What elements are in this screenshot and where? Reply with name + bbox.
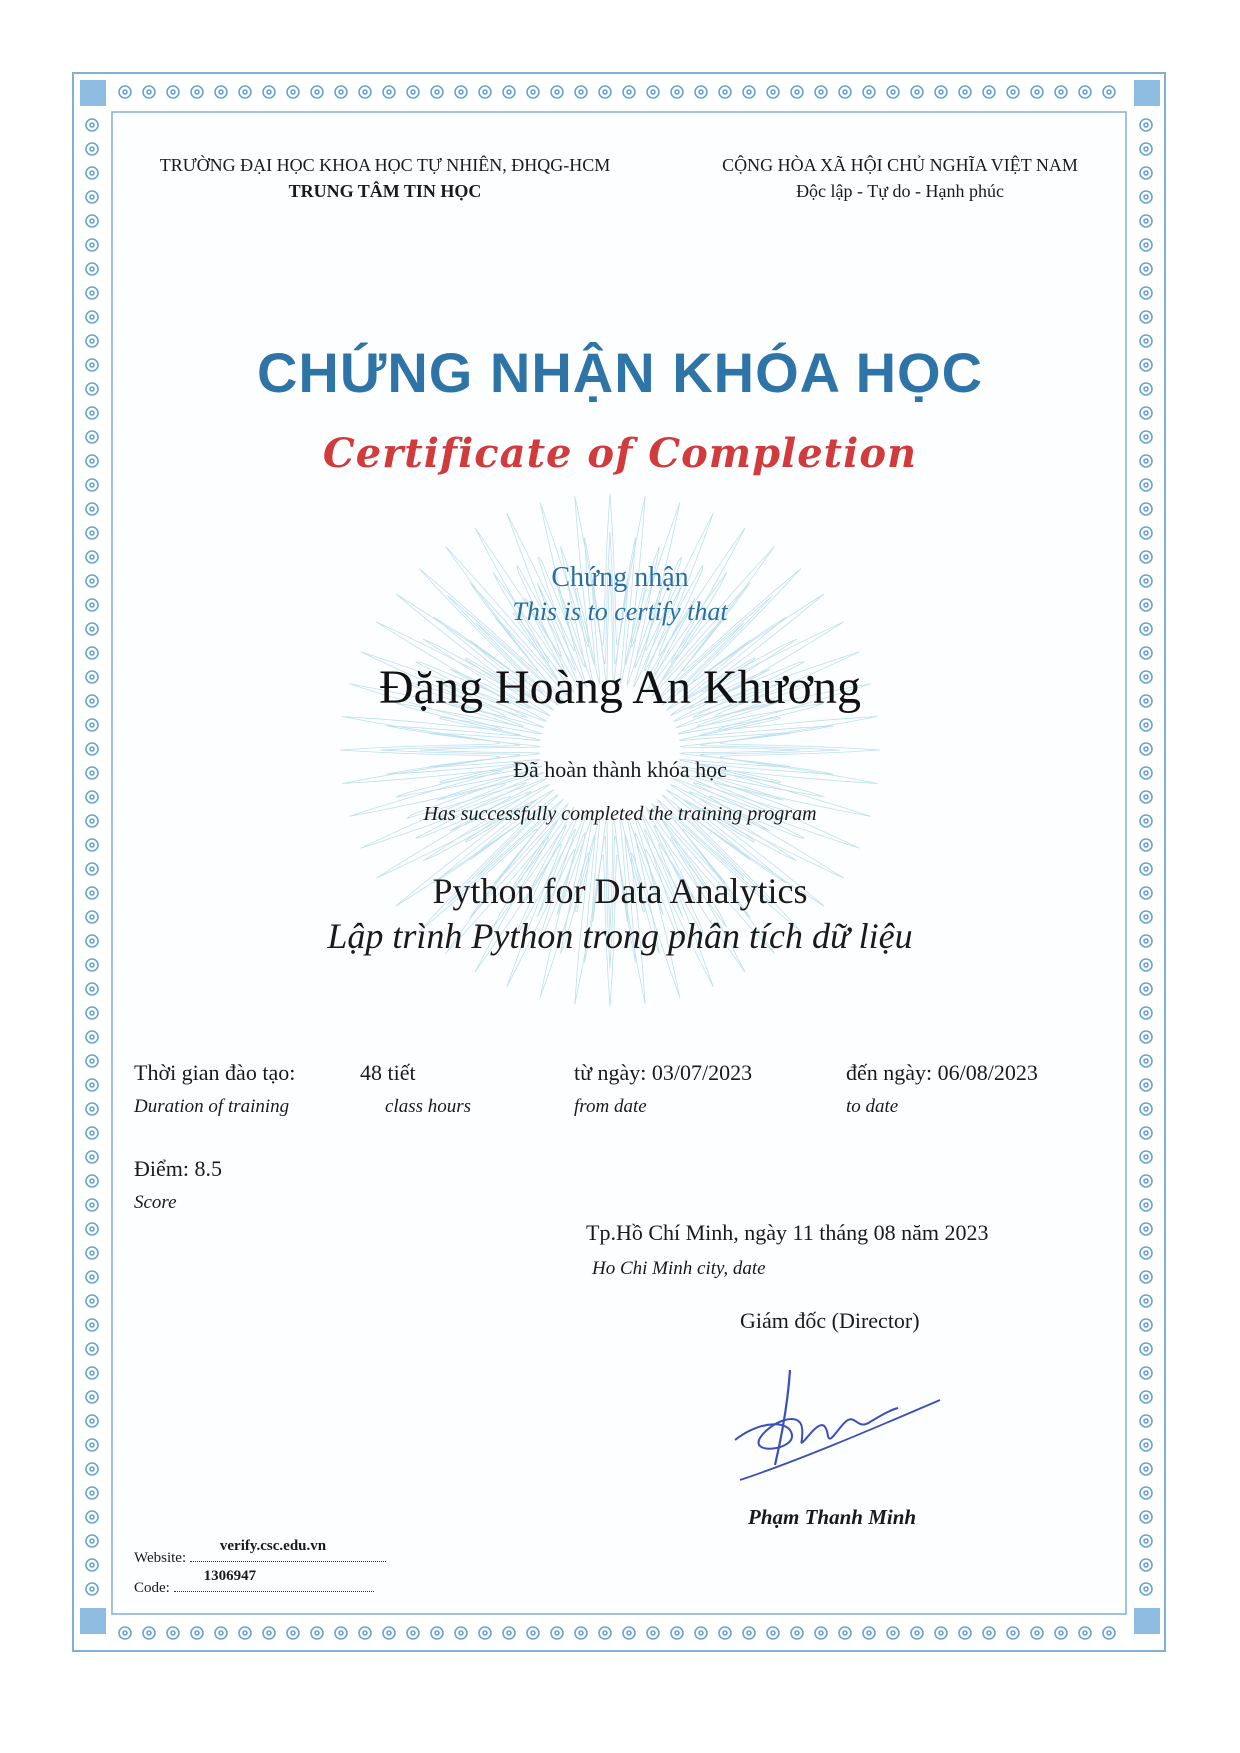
completed-label-vn: Đã hoàn thành khóa học [513, 757, 727, 782]
certify-label-vn: Chứng nhận [551, 562, 689, 593]
course-name-en: Python for Data Analytics [432, 871, 808, 911]
from-date-vn: từ ngày: 03/07/2023 [574, 1060, 753, 1085]
issue-place-date-en: Ho Chi Minh city, date [592, 1258, 766, 1279]
recipient-name: Đặng Hoàng An Khương [378, 661, 861, 714]
score-vn: Điểm: 8.5 [134, 1156, 222, 1181]
certificate-title-en: Certificate of Completion [322, 430, 918, 477]
institution-header [135, 152, 635, 204]
certify-label-en: This is to certify that [512, 597, 728, 626]
to-date-vn: đến ngày: 06/08/2023 [846, 1060, 1038, 1085]
director-title: Giám đốc (Director) [740, 1308, 920, 1333]
national-motto: Độc lập - Tự do - Hạnh phúc [796, 181, 1004, 201]
from-date-en: from date [574, 1096, 647, 1117]
code-label: Code: [134, 1580, 170, 1596]
to-date-en: to date [846, 1096, 899, 1117]
duration-label-vn: Thời gian đào tạo: [134, 1060, 296, 1085]
completed-label-en: Has successfully completed the training program [423, 803, 817, 825]
course-name-vn: Lập trình Python trong phân tích dữ liệu [327, 916, 913, 956]
director-name: Phạm Thanh Minh [748, 1505, 917, 1529]
website-row [134, 1538, 386, 1567]
code-row [134, 1568, 374, 1597]
website-value[interactable]: verify.csc.edu.vn [219, 1538, 327, 1554]
duration-hours-en: class hours [385, 1096, 472, 1117]
duration-hours-vn: 48 tiết [360, 1060, 416, 1085]
duration-label-en: Duration of training [134, 1096, 290, 1117]
score-en: Score [134, 1192, 177, 1213]
center-name: TRUNG TÂM TIN HỌC [288, 181, 482, 201]
website-label: Website: [134, 1550, 187, 1566]
university-name: TRƯỜNG ĐẠI HỌC KHOA HỌC TỰ NHIÊN, ĐHQG-HCM [159, 155, 611, 175]
director-signature [730, 1350, 950, 1490]
issue-place-date-vn: Tp.Hồ Chí Minh, ngày 11 tháng 08 năm 2023 [586, 1220, 989, 1245]
country-name: CỘNG HÒA XÃ HỘI CHỦ NGHĨA VIỆT NAM [722, 155, 1078, 175]
code-value: 1306947 [203, 1568, 257, 1584]
certificate-title-vn: CHỨNG NHẬN KHÓA HỌC [256, 341, 984, 404]
national-header [680, 152, 1120, 204]
